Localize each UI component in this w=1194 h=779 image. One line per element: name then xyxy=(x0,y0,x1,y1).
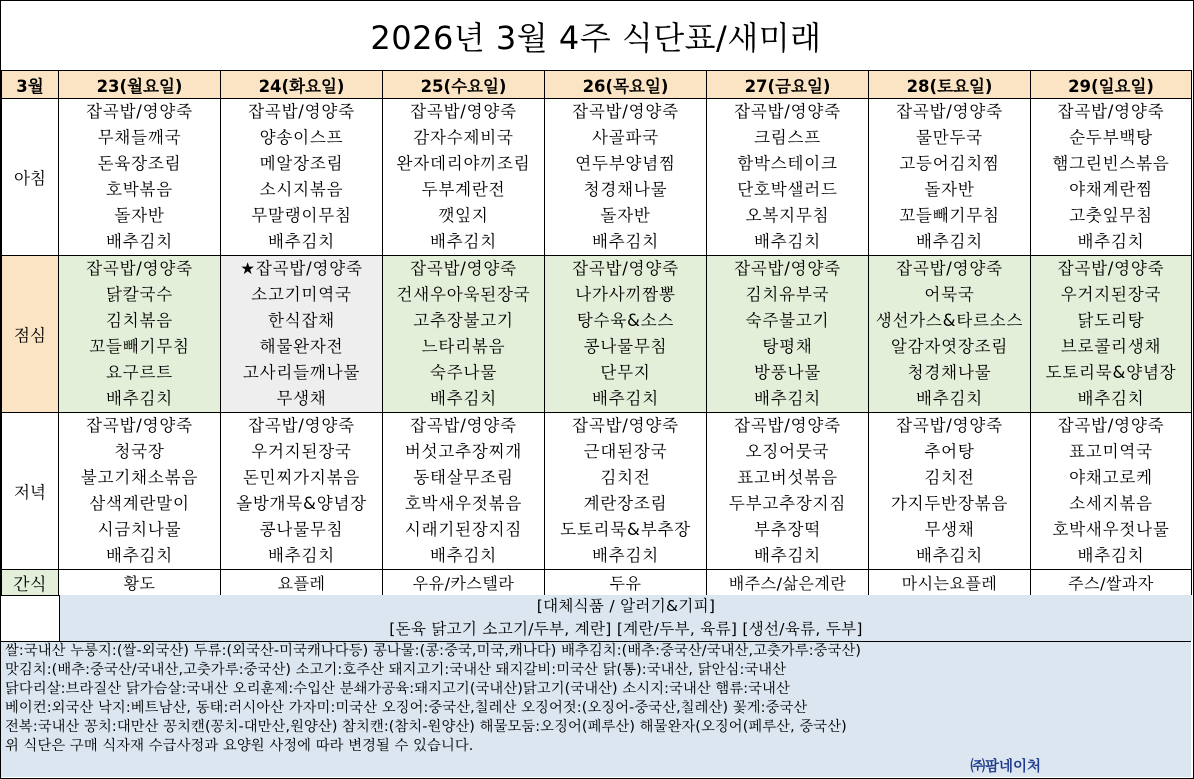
menu-item: 배추김치 xyxy=(1077,546,1145,565)
menu-item: 배추김치 xyxy=(106,389,173,408)
menu-item: 잡곡밥/영양죽 xyxy=(410,102,517,121)
menu-item: 어묵국 xyxy=(924,285,975,304)
menu-item: 물만두국 xyxy=(916,128,983,147)
lunch-menu-cell xyxy=(221,256,383,413)
breakfast-menu-cell xyxy=(383,99,545,256)
menu-item: 완자데리야끼조림 xyxy=(396,154,531,173)
notice-line: 위 식단은 구매 식자재 수급사정과 요양원 사정에 따라 변경될 수 있습니다. xyxy=(5,738,474,754)
menu-item: 탕평채 xyxy=(762,337,813,356)
menu-item: 추어탕 xyxy=(924,442,975,461)
menu-item: 배추김치 xyxy=(916,389,983,408)
menu-item: 잡곡밥/영양죽 xyxy=(896,259,1003,278)
menu-item: 무생채 xyxy=(276,389,327,408)
menu-item: 콩나물무침 xyxy=(583,337,668,356)
menu-item: 김치전 xyxy=(600,468,651,487)
breakfast-row xyxy=(2,99,1192,256)
menu-item: 배추김치 xyxy=(268,546,335,565)
header-row xyxy=(2,71,1192,99)
menu-item: 무생채 xyxy=(924,520,975,539)
snack-cell: 마시는요플레 xyxy=(869,570,1031,596)
breakfast-menu-cell xyxy=(869,99,1031,256)
menu-item: 단무지 xyxy=(600,363,651,382)
menu-item: 소시지볶음 xyxy=(259,180,344,199)
menu-item: 호박볶음 xyxy=(106,180,173,199)
menu-item: 배추김치 xyxy=(430,546,497,565)
menu-item: 배추김치 xyxy=(1077,232,1145,251)
menu-item: 고사리들깨나물 xyxy=(242,363,361,382)
menu-item: 호박새우젓볶음 xyxy=(404,494,523,513)
menu-item: 잡곡밥/영양죽 xyxy=(734,102,841,121)
menu-item: 야채고로케 xyxy=(1069,468,1153,487)
snack-cell: 우유/카스텔라 xyxy=(383,570,545,596)
menu-item: 고추장불고기 xyxy=(413,311,514,330)
menu-item: 요구르트 xyxy=(106,363,173,382)
menu-item: 오징어뭇국 xyxy=(745,442,830,461)
menu-item: 불고기채소볶음 xyxy=(80,468,199,487)
menu-item: 순두부백탕 xyxy=(1069,128,1153,147)
origin-line: 쌀:국내산 누룽지:(쌀-외국산) 두류:(외국산-미국캐나다등) 콩나물:(콩:중국,미국,캐나다) 배추김치:(배추:중국산/국내산,고춧가루:중국산) xyxy=(5,643,862,659)
menu-item: 도토리묵&부추장 xyxy=(560,520,691,539)
menu-item: 동태살무조림 xyxy=(413,468,514,487)
menu-item: 배추김치 xyxy=(430,389,497,408)
menu-item: 무말랭이무침 xyxy=(251,206,352,225)
dinner-menu-cell xyxy=(869,413,1031,570)
dinner-menu-cell xyxy=(1031,413,1192,570)
menu-item: 느타리볶음 xyxy=(421,337,506,356)
menu-item: 무채들깨국 xyxy=(97,128,182,147)
menu-item: 돌자반 xyxy=(600,206,651,225)
menu-item: 두부고추장지짐 xyxy=(728,494,847,513)
menu-item: 배추김치 xyxy=(268,232,335,251)
menu-item: 콩나물무침 xyxy=(259,520,344,539)
menu-item: 돌자반 xyxy=(114,206,165,225)
alternative-details: [돈육 닭고기 소고기/두부, 계란] [계란/두부, 육류] [생선/육류, 두부] xyxy=(389,620,863,638)
menu-item: 김치유부국 xyxy=(745,285,830,304)
menu-item: 닭칼국수 xyxy=(106,285,173,304)
snack-cell: 두유 xyxy=(545,570,707,596)
menu-item: 양송이스프 xyxy=(259,128,344,147)
lunch-menu-cell xyxy=(1031,256,1192,413)
menu-item: 잡곡밥/영양죽 xyxy=(734,259,841,278)
menu-item: 배추김치 xyxy=(916,546,983,565)
menu-item: 근대된장국 xyxy=(583,442,668,461)
menu-item: 숙주불고기 xyxy=(745,311,830,330)
menu-item: 햄그린빈스볶음 xyxy=(1052,154,1170,173)
menu-item: 우거지된장국 xyxy=(251,442,352,461)
menu-item: 해물완자전 xyxy=(259,337,344,356)
origin-line: 전복:국내산 꽁치:대만산 꽁치캔(꽁치-대만산,원양산) 참치캔:(참치-원양산) 해물모둠:오징어(페루산) 해물완자(오징어(페루산, 중국산) xyxy=(5,719,847,735)
menu-item: 잡곡밥/영양죽 xyxy=(1057,102,1165,121)
origin-info-box xyxy=(1,641,1191,777)
menu-item: 잡곡밥/영양죽 xyxy=(896,416,1003,435)
lunch-menu-cell xyxy=(545,256,707,413)
day-header: 25(수요일) xyxy=(383,71,545,99)
breakfast-menu-cell xyxy=(59,99,221,256)
dinner-menu-cell xyxy=(707,413,869,570)
menu-item: 잡곡밥/영양죽 xyxy=(248,102,355,121)
menu-item: 청국장 xyxy=(114,442,165,461)
menu-item: 깻잎지 xyxy=(438,206,489,225)
menu-item: 알감자엿장조림 xyxy=(890,337,1009,356)
menu-item: 건새우아욱된장국 xyxy=(396,285,531,304)
menu-item: 잡곡밥/영양죽 xyxy=(896,102,1003,121)
lunch-row xyxy=(2,256,1192,413)
snack-label: 간식 xyxy=(2,570,59,596)
menu-item: 단호박샐러드 xyxy=(737,180,838,199)
day-header: 23(월요일) xyxy=(59,71,221,99)
menu-item: 김치전 xyxy=(924,468,975,487)
menu-item: 청경채나물 xyxy=(907,363,992,382)
menu-item: 잡곡밥/영양죽 xyxy=(248,416,355,435)
origin-line: 닭다리살:브라질산 닭가슴살:국내산 오리훈제:수입산 분쇄가공육:돼지고기(국내산)닭고기(국내산) 소시지:국내산 햄류:국내산 xyxy=(5,681,790,697)
menu-item: 한식잡채 xyxy=(268,311,335,330)
lunch-label: 점심 xyxy=(2,256,59,413)
day-header: 26(목요일) xyxy=(545,71,707,99)
snack-cell: 요플레 xyxy=(221,570,383,596)
menu-item: 배추김치 xyxy=(754,232,821,251)
breakfast-menu-cell xyxy=(545,99,707,256)
menu-item: 잡곡밥/영양죽 xyxy=(572,102,679,121)
menu-item: 계란장조림 xyxy=(583,494,668,513)
breakfast-menu-cell xyxy=(707,99,869,256)
menu-item: 잡곡밥/영양죽 xyxy=(86,102,193,121)
day-header: 27(금요일) xyxy=(707,71,869,99)
breakfast-menu-cell xyxy=(221,99,383,256)
menu-item: 꼬들빼기무침 xyxy=(89,337,190,356)
menu-item: 잡곡밥/영양죽 xyxy=(572,416,679,435)
menu-item: 부추장떡 xyxy=(754,520,821,539)
menu-item: 청경채나물 xyxy=(583,180,668,199)
menu-item: 닭도리탕 xyxy=(1077,311,1145,330)
menu-item: 메알장조림 xyxy=(259,154,344,173)
menu-item: 돈민찌가지볶음 xyxy=(242,468,361,487)
menu-item: 고등어김치찜 xyxy=(899,154,1000,173)
menu-item: 잡곡밥/영양죽 xyxy=(1057,416,1165,435)
dinner-menu-cell xyxy=(383,413,545,570)
weekly-menu-table xyxy=(1,70,1192,596)
footer xyxy=(1,595,1191,776)
dinner-menu-cell xyxy=(545,413,707,570)
menu-item: 소세지볶음 xyxy=(1069,494,1153,513)
lunch-menu-cell xyxy=(59,256,221,413)
menu-item: 가지두반장볶음 xyxy=(890,494,1009,513)
snack-cell: 주스/쌀과자 xyxy=(1031,570,1192,596)
menu-item: 돈육장조림 xyxy=(97,154,182,173)
day-header: 28(토요일) xyxy=(869,71,1031,99)
lunch-menu-cell xyxy=(383,256,545,413)
dinner-row xyxy=(2,413,1192,570)
menu-item: 꼬들빼기무침 xyxy=(899,206,1000,225)
brand-name: ㈜팜네이처 xyxy=(970,759,1041,775)
menu-item: 삼색계란말이 xyxy=(89,494,190,513)
menu-item: 방풍나물 xyxy=(754,363,821,382)
lunch-menu-cell xyxy=(869,256,1031,413)
menu-item: 배추김치 xyxy=(754,546,821,565)
month-header: 3월 xyxy=(2,71,59,99)
menu-item: 나가사끼짬뽕 xyxy=(575,285,676,304)
menu-item: 잡곡밥/영양죽 xyxy=(734,416,841,435)
menu-item: 배추김치 xyxy=(592,546,659,565)
alternative-title: [대체식품 / 알러기&기피] xyxy=(536,597,716,615)
menu-item: 잡곡밥/영양죽 xyxy=(86,259,193,278)
menu-item: 우거지된장국 xyxy=(1060,285,1162,304)
origin-line: 맛김치:(배추:중국산/국내산,고춧가루:중국산) 소고기:호주산 돼지고기:국내산 돼지갈비:미국산 닭(통):국내산, 닭안심:국내산 xyxy=(5,662,787,678)
menu-item: 배추김치 xyxy=(430,232,497,251)
menu-item: 잡곡밥/영양죽 xyxy=(86,416,193,435)
lunch-menu-cell xyxy=(707,256,869,413)
origin-line: 베이컨:외국산 낙지:베트남산, 동태:러시아산 가자미:미국산 오징어:중국산,칠레산 오징어젓:(오징어-중국산,칠레산) 꽃게:중국산 xyxy=(5,700,808,716)
menu-item: 시금치나물 xyxy=(97,520,182,539)
menu-item: 배추김치 xyxy=(754,389,821,408)
menu-item: 탕수육&소스 xyxy=(576,311,675,330)
menu-item: 배추김치 xyxy=(106,232,173,251)
menu-item: 잡곡밥/영양죽 xyxy=(1057,259,1165,278)
menu-item: 잡곡밥/영양죽 xyxy=(410,259,517,278)
snack-cell: 배주스/삶은계란 xyxy=(707,570,869,596)
menu-item: 두부계란전 xyxy=(421,180,506,199)
menu-item: 김치볶음 xyxy=(106,311,173,330)
menu-item: 야채계란찜 xyxy=(1069,180,1153,199)
dinner-label: 저녁 xyxy=(2,413,59,570)
menu-item: 돌자반 xyxy=(924,180,975,199)
page-title: 2026년 3월 4주 식단표/새미래 xyxy=(1,1,1191,71)
menu-item: 크림스프 xyxy=(754,128,821,147)
menu-item: 버섯고추장찌개 xyxy=(404,442,523,461)
day-header: 29(일요일) xyxy=(1031,71,1192,99)
menu-item: 표고미역국 xyxy=(1069,442,1153,461)
menu-item: ★잡곡밥/영양죽 xyxy=(240,259,363,278)
menu-item: 생선가스&타르소스 xyxy=(875,311,1024,330)
menu-item: 감자수제비국 xyxy=(413,128,514,147)
dinner-menu-cell xyxy=(221,413,383,570)
menu-item: 오복지무침 xyxy=(745,206,830,225)
menu-item: 배추김치 xyxy=(1077,389,1145,408)
menu-item: 도토리묵&양념장 xyxy=(1045,363,1177,382)
menu-item: 표고버섯볶음 xyxy=(737,468,838,487)
breakfast-menu-cell xyxy=(1031,99,1192,256)
menu-item: 호박새우젓나물 xyxy=(1052,520,1170,539)
alternative-food-box xyxy=(59,595,1192,641)
menu-item: 소고기미역국 xyxy=(251,285,352,304)
menu-item: 배추김치 xyxy=(592,389,659,408)
menu-item: 숙주나물 xyxy=(430,363,497,382)
menu-item: 브로콜리생채 xyxy=(1060,337,1162,356)
menu-item: 잡곡밥/영양죽 xyxy=(410,416,517,435)
menu-item: 배추김치 xyxy=(592,232,659,251)
snack-row xyxy=(2,570,1192,596)
menu-item: 함박스테이크 xyxy=(737,154,838,173)
menu-item: 고춧잎무침 xyxy=(1069,206,1153,225)
menu-item: 배추김치 xyxy=(916,232,983,251)
menu-item: 잡곡밥/영양죽 xyxy=(572,259,679,278)
day-header: 24(화요일) xyxy=(221,71,383,99)
menu-item: 시래기된장지짐 xyxy=(404,520,523,539)
menu-item: 사골파국 xyxy=(592,128,659,147)
menu-item: 올방개묵&양념장 xyxy=(236,494,367,513)
snack-cell: 황도 xyxy=(59,570,221,596)
breakfast-label: 아침 xyxy=(2,99,59,256)
menu-item: 연두부양념찜 xyxy=(575,154,676,173)
dinner-menu-cell xyxy=(59,413,221,570)
menu-item: 배추김치 xyxy=(106,546,173,565)
